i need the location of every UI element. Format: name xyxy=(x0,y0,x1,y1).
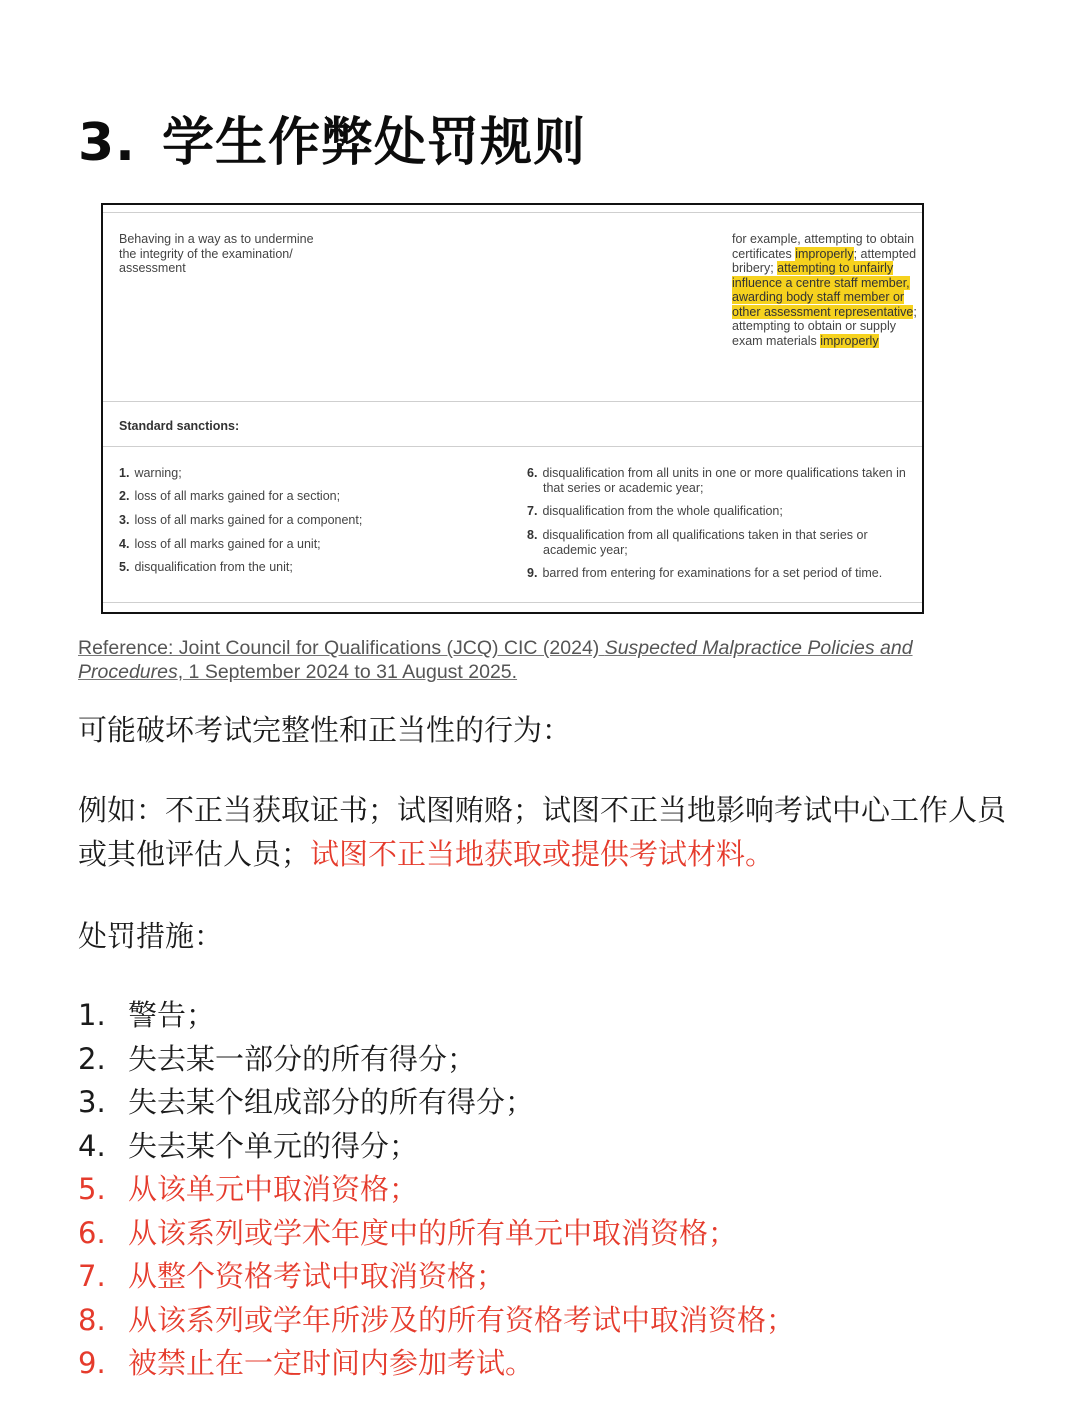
sanction-item xyxy=(119,537,321,552)
section-number: 3. xyxy=(78,113,136,173)
behaviour-example xyxy=(732,232,917,348)
sanction-number: 6. xyxy=(527,466,538,480)
item-text: 从该系列或学年所涉及的所有资格考试中取消资格； xyxy=(128,1302,796,1337)
sanction-number: 5. xyxy=(119,560,130,574)
divider xyxy=(103,446,922,447)
item-number: 7. xyxy=(78,1259,106,1293)
item-number: 2. xyxy=(78,1041,106,1076)
sanction-number: 4. xyxy=(119,537,130,551)
item-text: 警告； xyxy=(128,998,216,1032)
item-number: 1. xyxy=(78,998,106,1032)
sanction-item xyxy=(119,560,293,575)
example-text: ; attempted bribery; xyxy=(732,246,917,275)
sanction-number: 9. xyxy=(527,566,538,580)
sanction-number: 3. xyxy=(119,513,130,527)
list-item xyxy=(78,1081,795,1125)
sanction-item xyxy=(527,504,923,519)
item-text: 失去某个单元的得分； xyxy=(128,1128,419,1163)
list-item xyxy=(78,1299,795,1343)
page-title xyxy=(78,100,586,175)
sanction-text: disqualification from all qualifications taken in that series or academic year; xyxy=(542,528,868,557)
item-text: 从该单元中取消资格； xyxy=(128,1172,419,1206)
sanction-text: barred from entering for examinations for a set period of time. xyxy=(542,566,883,580)
highlighted-text: improperly xyxy=(820,333,879,348)
item-number: 3. xyxy=(78,1085,106,1119)
item-text: 被禁止在一定时间内参加考试。 xyxy=(128,1346,535,1380)
list-item xyxy=(78,1212,795,1256)
list-item xyxy=(78,1125,795,1169)
reference-citation[interactable] xyxy=(78,636,978,684)
sanction-text: disqualification from all units in one or more qualifications taken in that series or academic year; xyxy=(542,466,906,495)
list-item xyxy=(78,1038,795,1082)
reference-title: Suspected Malpractice Policies and Procedures xyxy=(78,637,913,683)
item-text: 失去某一部分的所有得分； xyxy=(128,1041,477,1076)
example-paragraph-cn xyxy=(78,788,1008,876)
sanction-number: 1. xyxy=(119,466,130,480)
sanction-item xyxy=(527,528,923,557)
sanction-text: loss of all marks gained for a unit; xyxy=(134,537,321,551)
list-item xyxy=(78,1255,795,1299)
sanction-number: 8. xyxy=(527,528,538,542)
list-item xyxy=(78,1342,795,1386)
sanction-item xyxy=(527,466,923,495)
sanction-text: disqualification from the whole qualification; xyxy=(542,504,783,518)
list-item xyxy=(78,994,795,1038)
item-number: 9. xyxy=(78,1346,106,1380)
highlighted-text: attempting to unfairly influence a centre staff member, awarding body staff member or other assessment representative xyxy=(732,261,914,319)
item-number: 5. xyxy=(78,1172,106,1206)
behaviour-heading-cn: 可能破坏考试完整性和正当性的行为： xyxy=(78,713,572,747)
item-text: 从整个资格考试中取消资格； xyxy=(128,1259,506,1293)
highlighted-text: improperly xyxy=(795,246,854,261)
example-text-cn-highlight: 试图不正当地获取或提供考试材料。 xyxy=(310,837,775,871)
sanction-text: disqualification from the unit; xyxy=(134,560,293,574)
title-text: 学生作弊处罚规则 xyxy=(161,113,586,173)
penalty-heading-cn: 处罚措施： xyxy=(78,919,224,953)
item-text: 失去某个组成部分的所有得分； xyxy=(128,1085,535,1119)
sanction-number: 2. xyxy=(119,489,130,503)
example-text: ; attempting to obtain or supply exam materials xyxy=(732,304,917,348)
sanction-number: 7. xyxy=(527,504,538,518)
item-number: 6. xyxy=(78,1215,106,1250)
sanction-item xyxy=(527,566,923,581)
sanction-item xyxy=(119,489,340,504)
penalty-list-cn xyxy=(78,994,795,1386)
example-text-cn: 例如：不正当获取证书；试图贿赂；试图不正当地影响考试中心工作人员或其他评估人员； xyxy=(78,793,1007,871)
divider xyxy=(103,212,922,213)
behaviour-description: Behaving in a way as to undermine the integrity of the examination/ assessment xyxy=(119,232,314,275)
list-item xyxy=(78,1168,795,1212)
sanction-item xyxy=(119,513,362,528)
reference-text: Reference: Joint Council for Qualifications (JCQ) CIC (2024) xyxy=(78,637,605,659)
document-excerpt xyxy=(101,203,924,614)
sanction-text: warning; xyxy=(134,466,182,480)
item-number: 4. xyxy=(78,1128,106,1163)
item-text: 从该系列或学术年度中的所有单元中取消资格； xyxy=(128,1215,738,1250)
item-number: 8. xyxy=(78,1302,106,1337)
divider xyxy=(103,401,922,402)
sanction-text: loss of all marks gained for a component; xyxy=(134,513,363,527)
sanction-item xyxy=(119,466,182,481)
sanctions-heading: Standard sanctions: xyxy=(119,419,240,433)
reference-text: , 1 September 2024 to 31 August 2025. xyxy=(177,661,518,683)
sanction-text: loss of all marks gained for a section; xyxy=(134,489,341,503)
divider xyxy=(103,602,922,603)
example-text: for example, attempting to obtain certificates xyxy=(732,232,915,261)
